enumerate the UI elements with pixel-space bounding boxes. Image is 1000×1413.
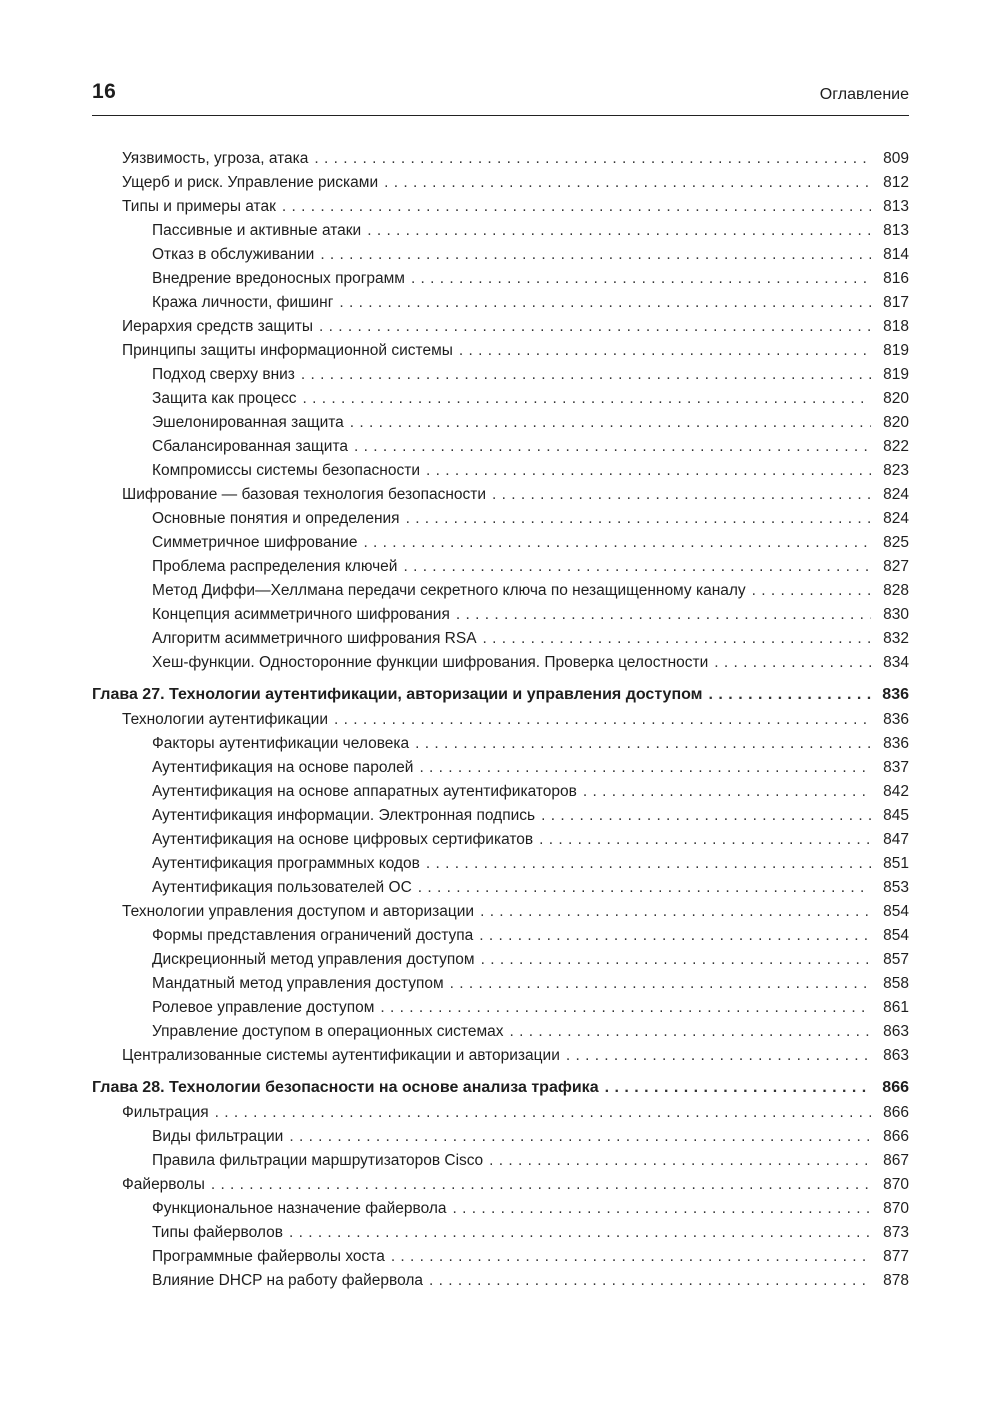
toc-entry-title: Управление доступом в операционных системах [152, 1023, 504, 1040]
toc-entry-page: 837 [883, 759, 909, 776]
toc-entry[interactable] [92, 363, 909, 387]
toc-entry-title: Сбалансированная защита [152, 438, 349, 455]
toc-entry-title: Метод Диффи—Хеллмана передачи секретного ключа по незащищенному каналу [152, 582, 746, 599]
toc-entry-title: Дискреционный метод управления доступом [152, 951, 475, 968]
toc-entry[interactable] [92, 900, 909, 924]
dot-leader [282, 195, 871, 219]
dot-leader [429, 1269, 871, 1293]
toc-entry-page: 820 [883, 390, 909, 407]
toc-entry-title: Концепция асимметричного шифрования [152, 606, 450, 623]
toc-entry-title: Симметричное шифрование [152, 534, 358, 551]
dot-leader [211, 1173, 871, 1197]
toc-entry[interactable] [92, 708, 909, 732]
toc-entry-page: 819 [883, 342, 909, 359]
toc-entry[interactable] [92, 579, 909, 603]
toc-entry-title: Алгоритм асимметричного шифрования RSA [152, 630, 477, 647]
toc-entry-page: 863 [883, 1047, 909, 1064]
toc-entry[interactable] [92, 435, 909, 459]
toc-entry-page: 858 [883, 975, 909, 992]
toc-entry[interactable] [92, 948, 909, 972]
toc-entry-title: Типы файерволов [152, 1224, 283, 1241]
toc-entry-page: 845 [883, 807, 909, 824]
dot-leader [714, 651, 871, 675]
toc-entry[interactable] [92, 1125, 909, 1149]
toc-entry[interactable] [92, 1245, 909, 1269]
toc-entry[interactable] [92, 852, 909, 876]
toc-entry[interactable] [92, 483, 909, 507]
toc-entry[interactable] [92, 411, 909, 435]
toc-entry-title: Аутентификация на основе паролей [152, 759, 414, 776]
toc-entry-page: 851 [883, 855, 909, 872]
dot-leader [320, 243, 871, 267]
toc-entry-page: 813 [883, 222, 909, 239]
toc-entry-page: 814 [883, 246, 909, 263]
page-number: 16 [92, 80, 117, 103]
toc-entry-title: Централизованные системы аутентификации и авторизации [122, 1047, 560, 1064]
toc-entry-page: 812 [883, 174, 909, 191]
toc-entry-page: 823 [883, 462, 909, 479]
dot-leader [583, 780, 871, 804]
toc-entry[interactable] [92, 1149, 909, 1173]
toc-entry-title: Виды фильтрации [152, 1128, 284, 1145]
toc-entry-page: 836 [883, 711, 909, 728]
toc-entry[interactable] [92, 531, 909, 555]
toc-entry[interactable] [92, 996, 909, 1020]
toc-entry[interactable] [92, 603, 909, 627]
toc-entry[interactable] [92, 171, 909, 195]
toc-entry-page: 857 [883, 951, 909, 968]
toc-entry-title: Типы и примеры атак [122, 198, 276, 215]
toc-entry-page: 847 [883, 831, 909, 848]
toc-entry[interactable] [92, 507, 909, 531]
toc-entry-title: Основные понятия и определения [152, 510, 400, 527]
toc-entry-title: Уязвимость, угроза, атака [122, 150, 309, 167]
dot-leader [510, 1020, 871, 1044]
toc-chapter-entry[interactable] [92, 1075, 909, 1101]
toc-entry[interactable] [92, 147, 909, 171]
toc-entry-page: 836 [883, 735, 909, 752]
toc-entry-title: Проблема распределения ключей [152, 558, 398, 575]
toc-entry-page: 817 [883, 294, 909, 311]
toc-entry-page: 813 [883, 198, 909, 215]
dot-leader [480, 900, 871, 924]
toc-entry[interactable] [92, 804, 909, 828]
table-of-contents [92, 147, 909, 1293]
toc-entry[interactable] [92, 1173, 909, 1197]
dot-leader [406, 507, 871, 531]
toc-entry[interactable] [92, 1269, 909, 1293]
toc-entry-title: Функциональное назначение файервола [152, 1200, 447, 1217]
toc-entry-page: 832 [883, 630, 909, 647]
dot-leader [456, 603, 871, 627]
dot-leader [339, 291, 871, 315]
toc-entry-page: 818 [883, 318, 909, 335]
toc-entry-title: Программные файерволы хоста [152, 1248, 385, 1265]
dot-leader [541, 804, 871, 828]
dot-leader [419, 756, 871, 780]
toc-entry-title: Правила фильтрации маршрутизаторов Cisco [152, 1152, 484, 1169]
toc-entry[interactable] [92, 291, 909, 315]
toc-entry-page: 878 [883, 1272, 909, 1289]
toc-entry[interactable] [92, 1221, 909, 1245]
toc-entry-page: 863 [883, 1023, 909, 1040]
dot-leader [459, 339, 871, 363]
dot-leader [709, 682, 871, 708]
toc-entry-page: 822 [883, 438, 909, 455]
dot-leader [418, 876, 871, 900]
toc-entry-page: 854 [883, 927, 909, 944]
toc-entry-title: Аутентификация на основе цифровых сертификатов [152, 831, 534, 848]
toc-entry[interactable] [92, 828, 909, 852]
toc-entry-title: Ущерб и риск. Управление рисками [122, 174, 379, 191]
toc-entry-page: 836 [882, 686, 909, 703]
toc-entry-page: 809 [883, 150, 909, 167]
dot-leader [539, 828, 871, 852]
toc-entry-title: Технологии управления доступом и авторизации [122, 903, 475, 920]
toc-entry-title: Защита как процесс [152, 390, 297, 407]
toc-entry-page: 867 [883, 1152, 909, 1169]
toc-entry[interactable] [92, 651, 909, 675]
toc-entry-title: Хеш-функции. Односторонние функции шифрования. Проверка целостности [152, 654, 709, 671]
dot-leader [453, 1197, 871, 1221]
dot-leader [489, 1149, 871, 1173]
dot-leader [605, 1075, 871, 1101]
toc-chapter-entry[interactable] [92, 682, 909, 708]
toc-entry[interactable] [92, 924, 909, 948]
toc-entry-title: Кража личности, фишинг [152, 294, 334, 311]
toc-entry[interactable] [92, 972, 909, 996]
toc-entry-title: Формы представления ограничений доступа [152, 927, 474, 944]
dot-leader [426, 459, 871, 483]
dot-leader [403, 555, 871, 579]
toc-entry[interactable] [92, 756, 909, 780]
running-head: Оглавление [819, 86, 909, 103]
toc-entry[interactable] [92, 387, 909, 411]
toc-entry-page: 877 [883, 1248, 909, 1265]
toc-entry-page: 870 [883, 1176, 909, 1193]
dot-leader [384, 171, 871, 195]
toc-entry[interactable] [92, 627, 909, 651]
toc-entry-page: 819 [883, 366, 909, 383]
header-rule [92, 115, 909, 116]
toc-entry-page: 853 [883, 879, 909, 896]
toc-entry-title: Аутентификация пользователей ОС [152, 879, 412, 896]
dot-leader [752, 579, 871, 603]
dot-leader [289, 1125, 871, 1149]
toc-entry[interactable] [92, 195, 909, 219]
toc-entry-page: 824 [883, 510, 909, 527]
toc-entry-page: 816 [883, 270, 909, 287]
toc-entry[interactable] [92, 267, 909, 291]
toc-entry-title: Факторы аутентификации человека [152, 735, 410, 752]
dot-leader [367, 219, 871, 243]
toc-entry[interactable] [92, 1020, 909, 1044]
toc-entry[interactable] [92, 555, 909, 579]
dot-leader [354, 435, 871, 459]
toc-entry[interactable] [92, 780, 909, 804]
toc-entry-page: 824 [883, 486, 909, 503]
toc-entry[interactable] [92, 243, 909, 267]
dot-leader [483, 627, 871, 651]
toc-entry-title: Аутентификация на основе аппаратных аутентификаторов [152, 783, 577, 800]
toc-entry-page: 828 [883, 582, 909, 599]
toc-entry-title: Технологии аутентификации [122, 711, 328, 728]
toc-entry-page: 873 [883, 1224, 909, 1241]
toc-entry-page: 827 [883, 558, 909, 575]
toc-entry[interactable] [92, 219, 909, 243]
toc-entry-title: Глава 27. Технологии аутентификации, авторизации и управления доступом [92, 686, 703, 703]
dot-leader [479, 924, 871, 948]
toc-entry-page: 866 [883, 1128, 909, 1145]
toc-entry-page: 842 [883, 783, 909, 800]
dot-leader [426, 852, 871, 876]
toc-entry[interactable] [92, 459, 909, 483]
toc-entry-page: 870 [883, 1200, 909, 1217]
dot-leader [319, 315, 871, 339]
dot-leader [350, 411, 871, 435]
toc-entry-title: Шифрование — базовая технология безопасности [122, 486, 487, 503]
dot-leader [380, 996, 871, 1020]
dot-leader [289, 1221, 871, 1245]
dot-leader [334, 708, 871, 732]
toc-entry-page: 866 [883, 1104, 909, 1121]
dot-leader [391, 1245, 871, 1269]
toc-entry-title: Аутентификация программных кодов [152, 855, 420, 872]
toc-entry-title: Пассивные и активные атаки [152, 222, 362, 239]
toc-entry-page: 866 [882, 1079, 909, 1096]
toc-entry-page: 820 [883, 414, 909, 431]
toc-entry-title: Отказ в обслуживании [152, 246, 315, 263]
toc-entry-title: Файерволы [122, 1176, 205, 1193]
dot-leader [481, 948, 871, 972]
toc-entry-page: 861 [883, 999, 909, 1016]
toc-entry-page: 830 [883, 606, 909, 623]
toc-entry[interactable] [92, 1197, 909, 1221]
dot-leader [566, 1044, 871, 1068]
toc-entry-title: Внедрение вредоносных программ [152, 270, 405, 287]
dot-leader [415, 732, 871, 756]
toc-entry-title: Ролевое управление доступом [152, 999, 375, 1016]
toc-entry-page: 854 [883, 903, 909, 920]
toc-entry-title: Фильтрация [122, 1104, 209, 1121]
toc-entry[interactable] [92, 1101, 909, 1125]
dot-leader [215, 1101, 871, 1125]
dot-leader [363, 531, 871, 555]
toc-entry[interactable] [92, 876, 909, 900]
toc-entry[interactable] [92, 339, 909, 363]
dot-leader [492, 483, 871, 507]
dot-leader [303, 387, 871, 411]
toc-entry-title: Глава 28. Технологии безопасности на основе анализа трафика [92, 1079, 599, 1096]
dot-leader [450, 972, 871, 996]
toc-entry-page: 834 [883, 654, 909, 671]
dot-leader [301, 363, 871, 387]
toc-entry-title: Эшелонированная защита [152, 414, 344, 431]
toc-entry-title: Мандатный метод управления доступом [152, 975, 444, 992]
dot-leader [411, 267, 871, 291]
toc-entry-title: Аутентификация информации. Электронная подпись [152, 807, 536, 824]
toc-entry-page: 825 [883, 534, 909, 551]
toc-entry[interactable] [92, 315, 909, 339]
toc-entry-title: Принципы защиты информационной системы [122, 342, 453, 359]
toc-entry-title: Иерархия средств защиты [122, 318, 314, 335]
toc-entry[interactable] [92, 1044, 909, 1068]
toc-entry-title: Подход сверху вниз [152, 366, 295, 383]
toc-entry-title: Влияние DHCP на работу файервола [152, 1272, 424, 1289]
toc-entry[interactable] [92, 732, 909, 756]
dot-leader [314, 147, 871, 171]
toc-entry-title: Компромиссы системы безопасности [152, 462, 420, 479]
